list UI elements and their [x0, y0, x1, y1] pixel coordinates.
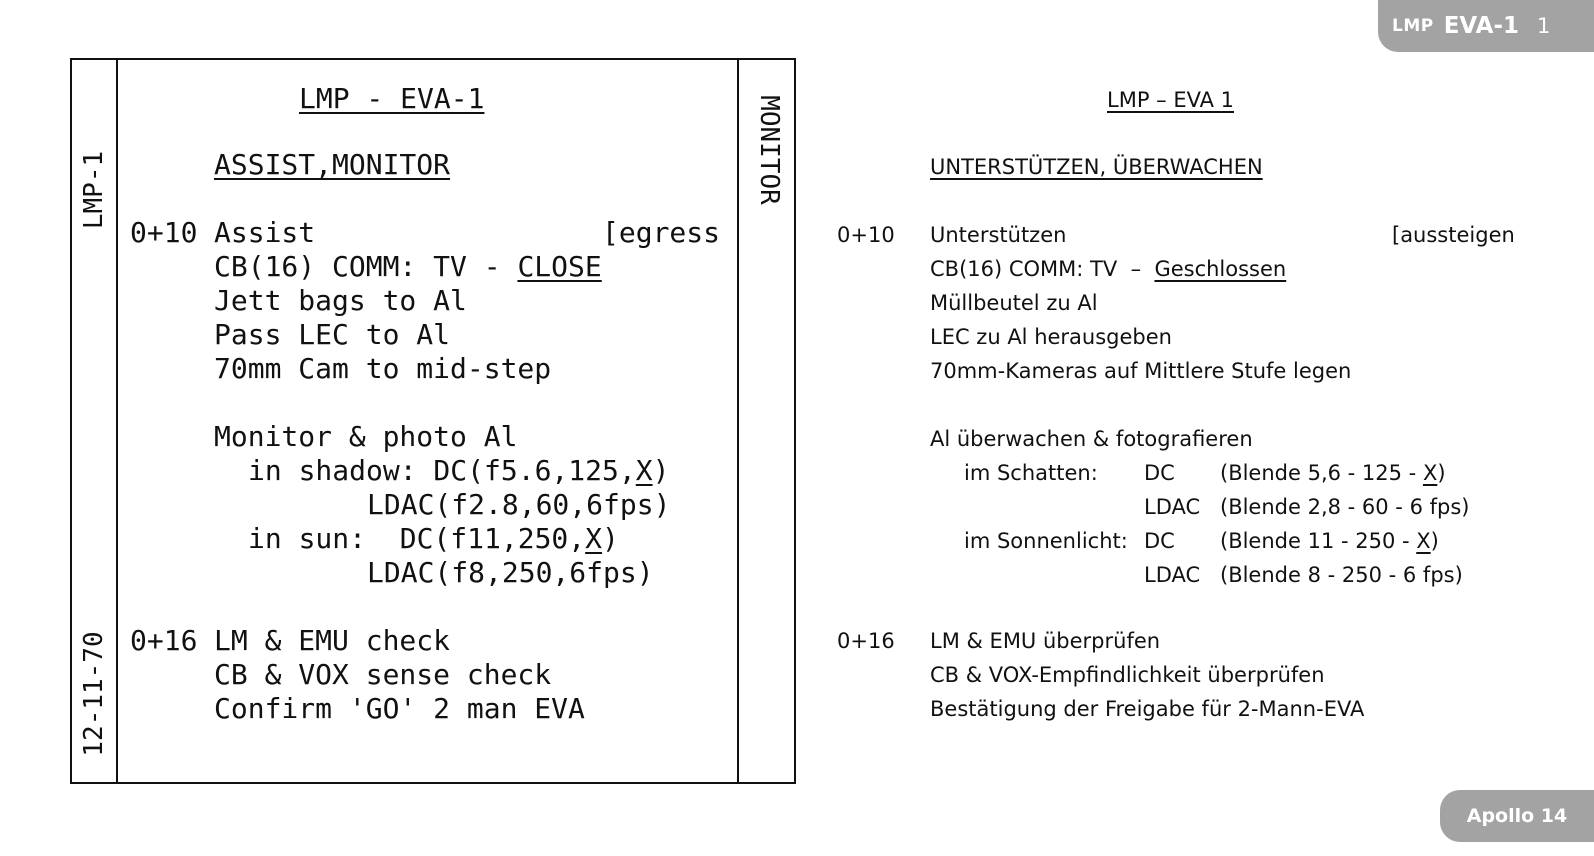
translation-shadow-ldac-values: (Blende 2,8 - 60 - 6 fps)	[1220, 495, 1470, 519]
translation-line-assist: Unterstützen	[930, 223, 1067, 247]
sun-text: in sun: DC(f11,250,	[248, 522, 586, 555]
card-right-divider	[737, 60, 739, 782]
cb-text: CB(16) COMM: TV -	[214, 250, 518, 283]
card-side-label: MONITOR	[754, 95, 784, 205]
translation-line-monitor: Al überwachen & fotografieren	[930, 427, 1253, 451]
sun-paren: )	[602, 522, 619, 555]
translation-shadow-dc-values	[1220, 456, 1446, 490]
card-line-confirm: Confirm 'GO' 2 man EVA	[214, 692, 585, 725]
card-date: 12-11-70	[79, 631, 109, 757]
translation-line-lec: LEC zu Al herausgeben	[930, 325, 1172, 349]
card-line-pass: Pass LEC to Al	[214, 318, 451, 351]
translation-sun-ldac-values: (Blende 8 - 250 - 6 fps)	[1220, 563, 1463, 587]
card-line-sun-ldac: LDAC(f8,250,6fps)	[367, 556, 654, 589]
card-line-monitor: Monitor & photo Al	[214, 420, 518, 453]
translation-sun-dc: DC	[1144, 529, 1175, 553]
translation-shadow-dc: DC	[1144, 461, 1175, 485]
shadow-text: in shadow: DC(f5.6,125,	[248, 454, 636, 487]
translation-title: LMP – EVA 1	[1107, 88, 1235, 112]
shadow-x: X	[635, 454, 653, 487]
card-title: LMP - EVA-1	[299, 82, 485, 115]
card-line-cam: 70mm Cam to mid-step	[214, 352, 552, 385]
translation-line-cb	[930, 252, 1286, 286]
card-line-assist: Assist	[214, 216, 316, 249]
card-line-lm: LM & EMU check	[214, 624, 451, 657]
shadow-dc-x: X	[1422, 461, 1438, 485]
translation-line-bags: Müllbeutel zu Al	[930, 291, 1098, 315]
translation-shadow-ldac: LDAC	[1144, 495, 1201, 519]
shadow-dc-paren: )	[1437, 461, 1446, 485]
sun-dc-paren: )	[1430, 529, 1439, 553]
card-line-shadow-ldac: LDAC(f2.8,60,6fps)	[367, 488, 671, 521]
translation-sun-dc-values	[1220, 524, 1439, 558]
card-line-jett: Jett bags to Al	[214, 284, 467, 317]
card-line-vox: CB & VOX sense check	[214, 658, 552, 691]
translation-line-egress: [aussteigen	[1392, 223, 1515, 247]
sun-x: X	[585, 522, 603, 555]
header-section: EVA-1	[1443, 13, 1520, 39]
card-subtitle: ASSIST,MONITOR	[214, 148, 451, 181]
card-line-egress: [egress	[602, 216, 721, 249]
header-role: LMP	[1392, 16, 1434, 36]
translation-sun-ldac: LDAC	[1144, 563, 1201, 587]
shadow-dc-text: (Blende 5,6 - 125 -	[1220, 461, 1423, 485]
translation-line-lm: LM & EMU überprüfen	[930, 629, 1161, 653]
card-line-shadow	[248, 454, 669, 488]
translation-cb-text: CB(16) COMM: TV –	[930, 257, 1155, 281]
shadow-paren: )	[652, 454, 670, 487]
translation-time-0-16: 0+16	[837, 629, 895, 653]
card-time-0-16: 0+16	[130, 624, 198, 657]
translation-subtitle: UNTERSTÜTZEN, ÜBERWACHEN	[930, 155, 1263, 179]
cb-close: CLOSE	[517, 250, 602, 283]
translation-line-vox: CB & VOX-Empfindlichkeit überprüfen	[930, 663, 1325, 687]
translation-line-cam: 70mm-Kameras auf Mittlere Stufe legen	[930, 359, 1352, 383]
translation-line-confirm: Bestätigung der Freigabe für 2-Mann-EVA	[930, 697, 1365, 721]
translation-sun-label: im Sonnenlicht:	[964, 529, 1128, 553]
sun-dc-text: (Blende 11 - 250 -	[1220, 529, 1417, 553]
checklist-card	[70, 58, 796, 784]
card-time-0-10: 0+10	[130, 216, 198, 249]
sun-dc-x: X	[1416, 529, 1431, 553]
translation-time-0-10: 0+10	[837, 223, 895, 247]
mission-tab: Apollo 14	[1440, 790, 1594, 842]
card-page-id: LMP-1	[79, 150, 109, 230]
card-left-divider	[116, 60, 118, 782]
page-header-tab	[1378, 0, 1594, 52]
card-line-cb	[214, 250, 602, 284]
card-line-sun	[248, 522, 619, 556]
page-number: 1	[1537, 14, 1551, 38]
translation-shadow-label: im Schatten:	[964, 461, 1098, 485]
translation-cb-close: Geschlossen	[1154, 257, 1287, 281]
